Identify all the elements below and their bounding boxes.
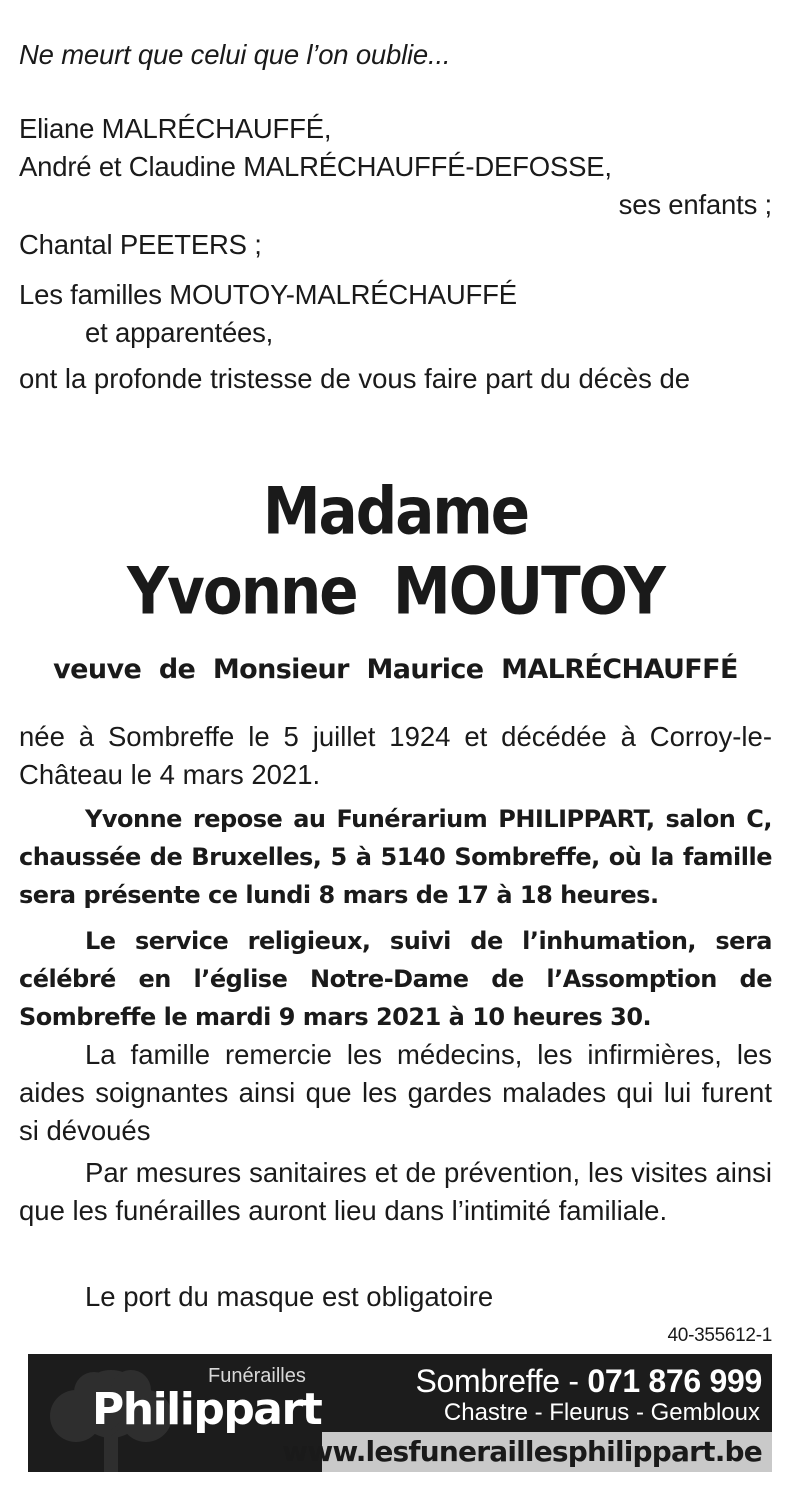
widow-of-line: veuve de Monsieur Maurice MALRÉCHAUFFÉ [53,654,738,685]
funeral-home-banner [28,1354,772,1472]
birth-death-info: née à Sombreffe le 5 juillet 1924 et décédée à Corroy-le-Château le 4 mars 2021. [19,721,772,790]
website-link[interactable]: www.lesfuneraillesphilippart.be [282,1435,762,1468]
branch-locations: Chastre - Fleurus - Gembloux [443,1399,760,1426]
contact-phone-line [415,1362,762,1400]
brand-tagline: Funérailles [208,1365,306,1387]
deceased-name: Yvonne MOUTOY [127,552,664,630]
related-line: et apparentées, [85,317,274,348]
partner-line: Chantal PEETERS ; [19,229,262,260]
rest-location-info: Yvonne repose au Funérarium PHILIPPART, salon C, chaussée de Bruxelles, 5 à 5140 Sombreffe, où la famille sera présente ce lundi 8 mars de 17 à 18 heures. [19,805,772,909]
deceased-title: Madame [262,472,529,550]
website-strip [282,1432,772,1472]
sanitary-measures-paragraph: Par mesures sanitaires et de prévention, les visites ainsi que les funérailles auront lieu dans l’intimité familiale. [19,1157,772,1226]
service-info: Le service religieux, suivi de l’inhumation, sera célébré en l’église Notre-Dame de l’Assomption de Sombreffe le mardi 9 mars 2021 à 10 heures 30. [19,927,772,1031]
epigraph-quote: Ne meurt que celui que l’on oublie... [19,39,451,70]
brand-logo: Philippart [92,1384,322,1435]
children-role: ses enfants ; [618,189,772,220]
city-label: Sombreffe - [415,1363,588,1399]
thanks-paragraph: La famille remercie les médecins, les infirmières, les aides soignantes ainsi que les gardes malades qui lui furent si dévoués [19,1039,772,1146]
family-member-line: André et Claudine MALRÉCHAUFFÉ-DEFOSSE, [19,151,612,182]
intro-text: ont la profonde tristesse de vous faire part du décès de [19,363,691,394]
phone-number[interactable]: 071 876 999 [587,1363,762,1399]
families-line: Les familles MOUTOY-MALRÉCHAUFFÉ [19,279,517,310]
reference-number: 40-355612-1 [667,1325,772,1346]
mask-notice: Le port du masque est obligatoire [85,1281,494,1312]
family-member-line: Eliane MALRÉCHAUFFÉ, [19,113,332,144]
